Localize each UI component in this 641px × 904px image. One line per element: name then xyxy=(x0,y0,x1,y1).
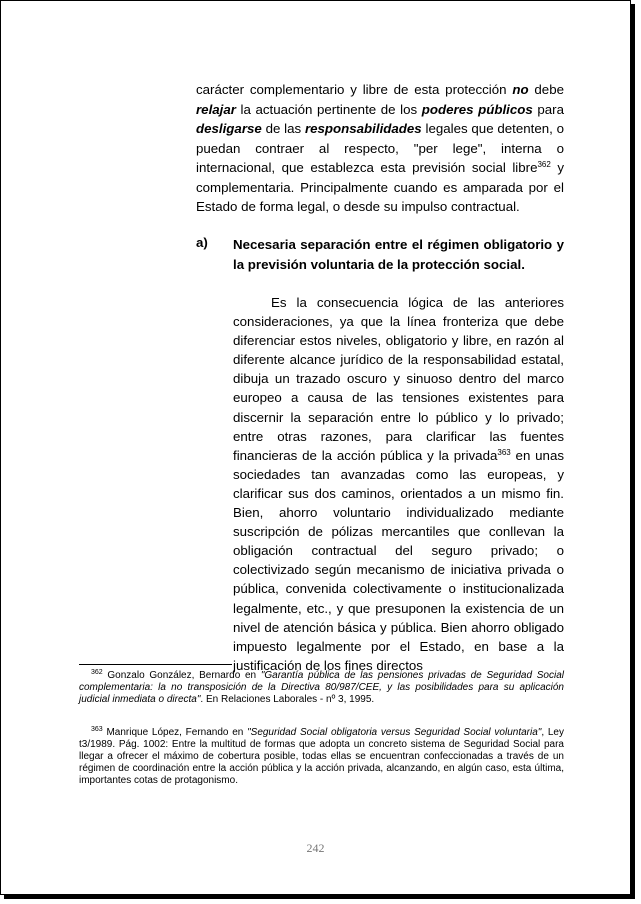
text-run: legales que detenten, o puedan contraer al respecto, "per lege", interna o internacional, que establezca esta previsión social libre xyxy=(196,121,564,175)
emphasis-text: responsabilidades xyxy=(304,121,422,136)
footnote-title: "Seguridad Social obligatoria versus Seguridad Social voluntaria" xyxy=(247,727,542,738)
footnote xyxy=(79,727,564,787)
text-run: carácter complementario y libre de esta protección xyxy=(196,82,513,97)
emphasis-text: relajar xyxy=(196,101,236,117)
text-run: de las xyxy=(261,121,305,136)
text-run: y complementaria. Principalmente cuando es amparada por el Estado de forma legal, o desde su impulso contractual. xyxy=(196,160,565,214)
footnote-text: , Ley t3/1989. Pág. 1002: Entre la multitud de formas que adopta un concreto sistema de Seguridad Social para llegar a ofrecer el máximo de cobertura posible, todas ellas se encuentran confeccionadas a través de un régimen de coordinación entre la acción pública y la acción privada, alcanzando, en algún caso, esta última, importantes cotas de protagonismo. xyxy=(79,727,564,787)
page-number: 242 xyxy=(306,841,325,855)
footnote-author: Manrique López, Fernando en xyxy=(102,727,248,738)
section-heading: Necesaria separación entre el régimen obligatorio y la previsión voluntaria de la protección social. xyxy=(233,237,564,272)
text-run: para xyxy=(532,101,564,117)
footnote-title: "Garantía pública de las pensiones privadas de Seguridad Social complementaria: la no transposición de la Directiva 80/987/CEE, y las posibilidades para su aplicación judicial inmediata o directa" xyxy=(79,670,564,706)
footnote-number: 363 xyxy=(91,726,103,733)
text-run: debe xyxy=(528,82,564,97)
footnote-ref: 363 xyxy=(497,447,511,457)
footnote-text: . En Relaciones Laborales - nº 3, 1995. xyxy=(200,694,375,706)
footnote-separator xyxy=(79,664,232,665)
text-run: en unas sociedades tan avanzadas como las europeas, y clarificar sus dos caminos, orientados a un mismo fin. Bien, ahorro voluntario individualizado mediante suscripción de pólizas mercantiles que conllevan la obligación contractual del seguro privado; o colectivizado según mecanismo de iniciativa privada o pública, convenida colectivamente o institucionalizada legalmente, etc., y que presuponen la existencia de un nivel de atención básica y pública. Bien ahorro obligado impuesto legalmente por el Estado, en base a la justificación de los fines directos xyxy=(233,447,564,673)
footnote-author: Gonzalo González, Bernardo en xyxy=(102,670,261,681)
body-paragraph xyxy=(233,293,564,675)
emphasis-text: no xyxy=(512,82,529,97)
footnote xyxy=(79,670,564,706)
text-run: la actuación pertinente de los xyxy=(235,101,422,117)
footnote-ref: 362 xyxy=(537,160,551,169)
text-run: Es la consecuencia lógica de las anteriores consideraciones, ya que la línea fronteriza que debe diferenciar estos niveles, obligatorio y libre, en razón al diferente alcance jurídico de la responsabilidad estatal, dibuja un trazado oscuro y sinuoso dentro del marco europeo a causa de las tensiones existentes para discernir la separación entre lo público y lo privado; entre otras razones, para clarificar las fuentes financieras de la acción pública y la privada xyxy=(233,295,564,463)
body-paragraph-continued xyxy=(196,80,564,217)
footnote-number: 362 xyxy=(91,669,103,676)
section-letter: a) xyxy=(196,235,208,250)
emphasis-text: desligarse xyxy=(196,121,262,136)
emphasis-text: poderes públicos xyxy=(421,101,533,117)
